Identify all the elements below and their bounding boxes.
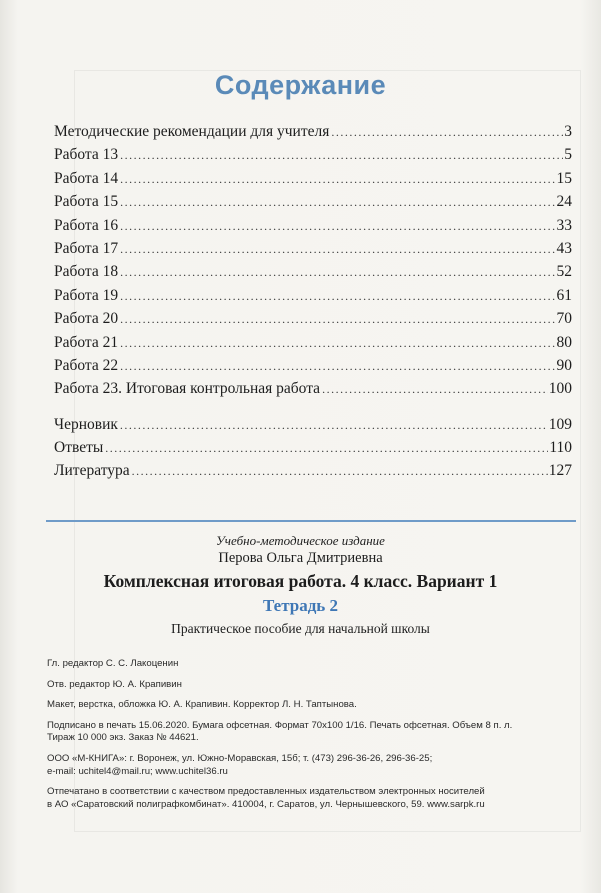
toc-entry-page: 43 bbox=[556, 239, 572, 257]
toc-entry-label: Ответы bbox=[54, 439, 104, 457]
toc-entry-label: Работа 17 bbox=[54, 239, 119, 257]
toc-entry-page: 5 bbox=[564, 146, 572, 164]
toc-entry-label: Работа 20 bbox=[54, 310, 119, 328]
imprint-editor-chief: Гл. редактор С. С. Лакоценин bbox=[47, 658, 179, 669]
toc-entry[interactable] bbox=[54, 214, 572, 237]
toc-leader-dots bbox=[120, 332, 555, 355]
toc-entry-label: Работа 15 bbox=[54, 193, 119, 211]
book-subtitle: Практическое пособие для начальной школы bbox=[171, 621, 430, 636]
imprint-printer-address[interactable]: в АО «Саратовский полиграфкомбинат». 410004, г. Саратов, ул. Чернышевского, 59. www.sarpk.ru bbox=[47, 798, 485, 810]
table-of-contents bbox=[54, 120, 572, 483]
toc-leader-dots bbox=[120, 285, 555, 308]
toc-entry[interactable] bbox=[54, 436, 572, 459]
toc-leader-dots bbox=[132, 460, 548, 483]
toc-entry-page: 15 bbox=[556, 169, 572, 187]
toc-entry-page: 110 bbox=[549, 439, 572, 457]
toc-leader-dots bbox=[120, 308, 555, 331]
toc-entry-label: Литература bbox=[54, 462, 130, 480]
toc-entry-label: Работа 18 bbox=[54, 263, 119, 281]
toc-leader-dots bbox=[120, 168, 555, 191]
imprint-editor-responsible: Отв. редактор Ю. А. Крапивин bbox=[47, 678, 182, 690]
toc-entry-label: Работа 22 bbox=[54, 356, 119, 374]
toc-leader-dots bbox=[120, 144, 563, 167]
toc-entry-label: Методические рекомендации для учителя bbox=[54, 123, 330, 140]
toc-entry-page: 109 bbox=[548, 415, 572, 433]
imprint-print-run: Тираж 10 000 экз. Заказ № 44621. bbox=[47, 732, 199, 744]
author-name: Перова Ольга Дмитриевна bbox=[218, 550, 383, 566]
toc-entry-page: 33 bbox=[556, 216, 572, 234]
section-divider bbox=[46, 520, 576, 522]
toc-leader-dots bbox=[105, 437, 548, 460]
toc-entry[interactable] bbox=[54, 143, 572, 166]
toc-entry-page: 100 bbox=[548, 380, 572, 398]
toc-title: Содержание bbox=[214, 70, 387, 100]
toc-leader-dots bbox=[120, 238, 555, 261]
toc-leader-dots bbox=[120, 215, 555, 238]
toc-entry-label: Работа 16 bbox=[54, 216, 119, 234]
toc-section-gap bbox=[54, 401, 572, 413]
toc-entry[interactable] bbox=[54, 167, 572, 190]
toc-entry-page: 52 bbox=[556, 263, 572, 281]
toc-entry-page: 90 bbox=[556, 356, 572, 374]
toc-entry-label: Работа 23. Итоговая контрольная работа bbox=[54, 380, 321, 398]
book-title: Комплексная итоговая работа. 4 класс. Вариант 1 bbox=[103, 571, 498, 591]
toc-leader-dots bbox=[120, 191, 555, 214]
toc-entry-page: 3 bbox=[564, 123, 572, 140]
toc-entry[interactable] bbox=[54, 190, 572, 213]
toc-leader-dots bbox=[120, 261, 555, 284]
toc-leader-dots bbox=[331, 121, 563, 144]
toc-entry-label: Работа 13 bbox=[54, 146, 119, 164]
workbook-part: Тетрадь 2 bbox=[262, 596, 339, 615]
toc-entry-page: 61 bbox=[556, 286, 572, 304]
toc-entry[interactable] bbox=[54, 459, 572, 482]
edition-type: Учебно-методическое издание bbox=[216, 533, 385, 548]
toc-leader-dots bbox=[120, 414, 548, 437]
toc-leader-dots bbox=[322, 378, 548, 401]
toc-entry-label: Работа 14 bbox=[54, 169, 119, 187]
toc-entry-page: 80 bbox=[556, 333, 572, 351]
imprint-print-details: Подписано в печать 15.06.2020. Бумага офсетная. Формат 70x100 1/16. Печать офсетная. Объем 8 п. л. bbox=[47, 719, 513, 731]
toc-entry[interactable] bbox=[54, 354, 572, 377]
imprint-publisher-contacts[interactable]: e-mail: uchitel4@mail.ru; www.uchitel36.ru bbox=[47, 765, 228, 777]
toc-entry-page: 70 bbox=[556, 310, 572, 328]
toc-entry[interactable] bbox=[54, 284, 572, 307]
toc-entry[interactable] bbox=[54, 237, 572, 260]
imprint-block bbox=[47, 658, 577, 811]
toc-entry[interactable] bbox=[54, 120, 572, 143]
toc-entry[interactable] bbox=[54, 260, 572, 283]
toc-entry-label: Работа 21 bbox=[54, 333, 119, 351]
imprint-publisher-address: ООО «М-КНИГА»: г. Воронеж, ул. Южно-Моравская, 15б; т. (473) 296-36-26, 296-36-25; bbox=[47, 752, 433, 764]
toc-entry-page: 24 bbox=[556, 193, 572, 211]
toc-entry[interactable] bbox=[54, 331, 572, 354]
toc-entry-label: Работа 19 bbox=[54, 286, 119, 304]
imprint-layout-credits: Макет, верстка, обложка Ю. А. Крапивин. Корректор Л. Н. Таптынова. bbox=[47, 699, 357, 711]
toc-leader-dots bbox=[120, 355, 555, 378]
toc-entry-page: 127 bbox=[548, 462, 572, 480]
toc-entry[interactable] bbox=[54, 377, 572, 400]
toc-entry[interactable] bbox=[54, 307, 572, 330]
imprint-printer-note: Отпечатано в соответствии с качеством предоставленных издательством электронных носителей bbox=[47, 786, 485, 798]
toc-entry[interactable] bbox=[54, 413, 572, 436]
toc-entry-label: Черновик bbox=[54, 415, 118, 433]
